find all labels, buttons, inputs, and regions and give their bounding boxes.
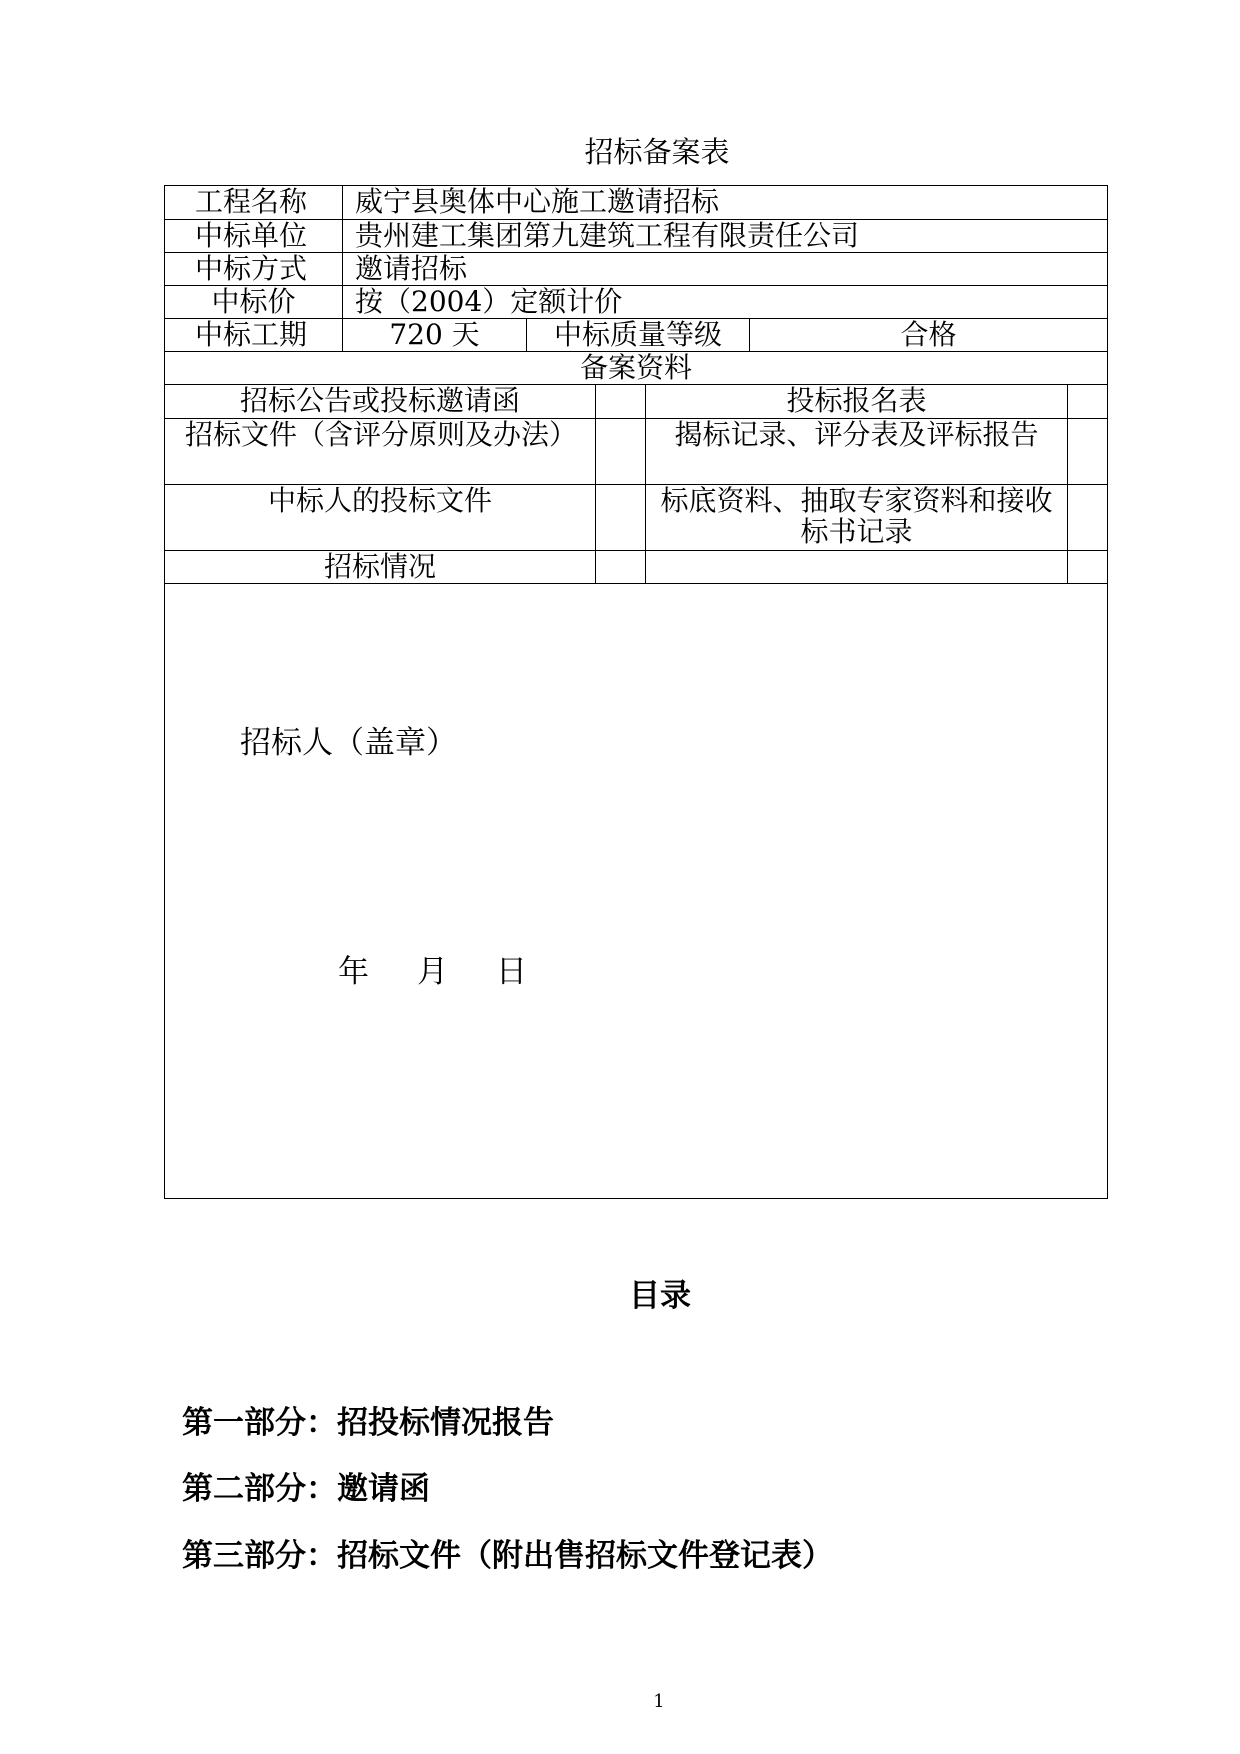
filing-table: [164, 185, 1108, 1199]
material-left: 中标人的投标文件: [267, 484, 492, 517]
toc-item: 第二部分：邀请函: [182, 1471, 430, 1507]
material-right-check: [1067, 551, 1107, 583]
date-year: 年: [338, 954, 369, 990]
price-label: 中标价: [211, 285, 296, 318]
material-right-check: [1067, 485, 1107, 550]
material-left-check: [595, 385, 645, 418]
material-row: [165, 385, 1107, 419]
material-right: 投标报名表: [645, 385, 1067, 418]
period-label: 中标工期: [195, 318, 308, 351]
material-row: [165, 551, 1107, 584]
material-row: [165, 485, 1107, 551]
row-winner: [165, 220, 1107, 253]
material-right-check: [1067, 385, 1107, 418]
toc-item: 第一部分：招投标情况报告: [182, 1405, 554, 1441]
quality-value: 合格: [749, 319, 1107, 351]
material-right-check: [1067, 419, 1107, 484]
material-left: 招标情况: [323, 550, 436, 583]
winner-value: 贵州建工集团第九建筑工程有限责任公司: [342, 220, 1107, 252]
date-month: 月: [417, 954, 448, 990]
material-left: 招标文件（含评分原则及办法）: [185, 418, 578, 451]
toc-item: 第三部分：招标文件（附出售招标文件登记表）: [182, 1538, 833, 1574]
material-left: 招标公告或投标邀请函: [239, 384, 520, 417]
method-value: 邀请招标: [342, 253, 1107, 285]
date-day: 日: [496, 954, 527, 990]
toc-title: 目录: [629, 1278, 691, 1314]
row-price: [165, 286, 1107, 319]
row-period-quality: [165, 319, 1107, 352]
material-right: [645, 551, 1067, 583]
row-method: [165, 253, 1107, 286]
stamp-label: 招标人（盖章）: [240, 725, 457, 761]
material-left-check: [595, 419, 645, 484]
material-row: [165, 419, 1107, 485]
filing-header: 备案资料: [579, 351, 692, 384]
method-label: 中标方式: [195, 252, 308, 285]
material-left-check: [595, 551, 645, 583]
winner-label: 中标单位: [195, 219, 308, 252]
row-filing-header: [165, 352, 1107, 385]
page-number: 1: [653, 1691, 665, 1712]
period-value: 720 天: [342, 319, 526, 351]
material-right: 标底资料、抽取专家资料和接收标书记录: [645, 485, 1067, 550]
date-line: [338, 952, 575, 992]
material-left-check: [595, 485, 645, 550]
project-name-label: 工程名称: [195, 185, 308, 218]
project-name-value: 威宁县奥体中心施工邀请招标: [342, 186, 1107, 219]
page-title: 招标备案表: [584, 135, 730, 169]
quality-label: 中标质量等级: [526, 319, 749, 351]
price-value: 按（2004）定额计价: [342, 286, 1107, 318]
material-right: 揭标记录、评分表及评标报告: [645, 419, 1067, 484]
row-project-name: [165, 186, 1107, 220]
